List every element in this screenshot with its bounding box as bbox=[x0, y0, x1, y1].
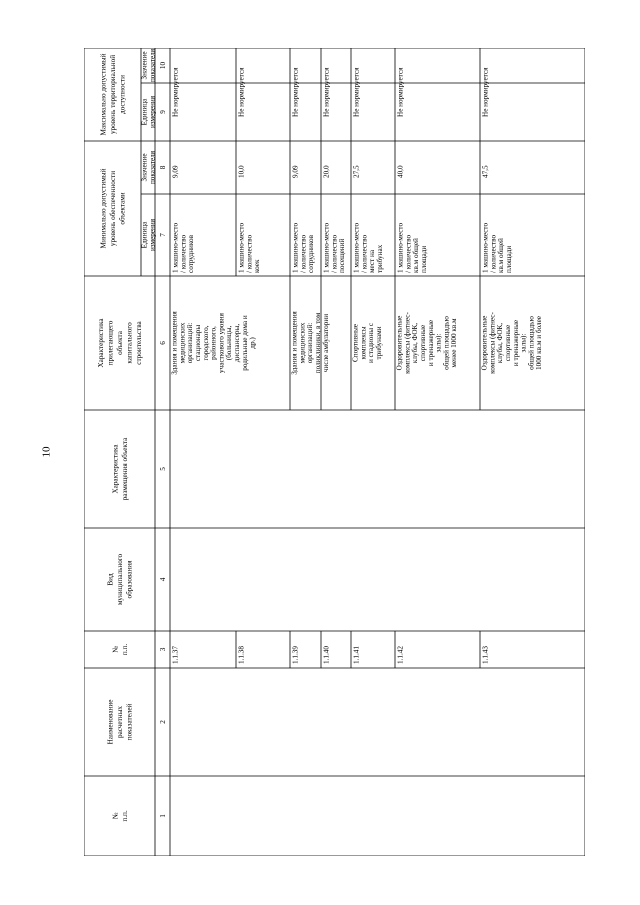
header-col6-line: капитального bbox=[125, 322, 134, 364]
row-unit-line: / количество bbox=[299, 234, 308, 273]
row-object bbox=[291, 311, 330, 375]
header-col9-line: измерения bbox=[148, 95, 157, 129]
row-object-line: (больницы, bbox=[225, 325, 234, 361]
header-col6-line: строительства bbox=[135, 321, 144, 365]
row-object-line: медицинских bbox=[178, 322, 187, 364]
column-number-7 bbox=[159, 233, 167, 237]
header-col7 bbox=[141, 218, 157, 251]
row-object-line: родильные дома и bbox=[240, 315, 249, 371]
row-value bbox=[323, 165, 331, 178]
row-number bbox=[292, 646, 300, 664]
row-object-line: спортивные bbox=[504, 324, 512, 362]
header-col6-line: Характеристика bbox=[97, 318, 106, 368]
header-col1-line: № bbox=[111, 812, 120, 820]
row-number-line: 1.1.41 bbox=[352, 646, 361, 664]
row-object-line: залы): bbox=[434, 333, 443, 353]
row-unit-line: 1 машино-место bbox=[291, 222, 300, 273]
row-object-line: общей площадью bbox=[527, 316, 536, 370]
column-number-8 bbox=[159, 165, 167, 169]
row-unit-line: / количество bbox=[245, 234, 254, 273]
row-object-line: 1000 кв.м и более bbox=[535, 316, 544, 370]
header-col4-line: образования bbox=[125, 560, 134, 599]
header-col2-line: показателей bbox=[125, 703, 134, 741]
row-object-line: медицинских bbox=[298, 322, 307, 364]
row-value-line: 9,09 bbox=[171, 165, 180, 178]
row-unit-line: трибунах bbox=[376, 244, 384, 273]
standards-table-svg bbox=[84, 48, 585, 856]
row-object-line: Оздоровительные bbox=[395, 315, 404, 371]
row-value-line: 27,5 bbox=[352, 165, 361, 178]
standards-table bbox=[84, 48, 585, 856]
row-object-line: и стадионы с bbox=[367, 322, 376, 364]
row-unit-line: / количество bbox=[330, 234, 339, 273]
row-number bbox=[353, 646, 361, 664]
header-col5 bbox=[111, 437, 129, 500]
row-object-line: общей площадью bbox=[442, 316, 451, 370]
row-object-line: числе амбулатории bbox=[321, 313, 330, 373]
row-unit bbox=[482, 223, 513, 273]
row-number-line: 1.1.37 bbox=[171, 646, 180, 664]
row-object-line: др.) bbox=[248, 337, 257, 349]
row-object bbox=[171, 311, 257, 375]
row-unit-line: 1 машино-место bbox=[481, 222, 490, 273]
row-access-line: Не нормируется bbox=[322, 67, 331, 117]
header-col9 bbox=[141, 95, 157, 128]
column-number-3 bbox=[159, 647, 167, 651]
row-access bbox=[292, 67, 300, 117]
row-unit-line: кв.м общей bbox=[497, 238, 506, 273]
row-object-line: организаций: bbox=[186, 322, 195, 364]
header-min-group-line: объектами bbox=[118, 192, 127, 225]
row-unit-line: / количество bbox=[404, 234, 413, 273]
row-value bbox=[353, 165, 361, 178]
row-object-line: клубы, ФОК, bbox=[496, 322, 505, 364]
column-number-1 bbox=[159, 814, 167, 818]
column-number-2-line: 2 bbox=[159, 720, 168, 724]
column-number-1-line: 1 bbox=[159, 814, 168, 818]
row-unit bbox=[323, 223, 347, 273]
header-col8-line: Значение bbox=[140, 153, 149, 182]
row-access bbox=[323, 67, 331, 117]
row-unit-line: 1 машино-место bbox=[171, 222, 180, 273]
row-object-line: диспансеры, bbox=[233, 323, 241, 363]
row-unit bbox=[292, 223, 316, 273]
row-object-line: залы): bbox=[519, 333, 528, 353]
row-unit-line: 1 машино-место bbox=[237, 222, 246, 273]
page-number-text: 10 bbox=[40, 446, 52, 458]
row-unit bbox=[238, 223, 262, 273]
header-col5-line: Характеристика bbox=[111, 444, 120, 494]
column-number-4 bbox=[159, 577, 167, 581]
header-col6-line: прилегающего bbox=[106, 320, 115, 366]
header-col2-line: Наименование bbox=[106, 699, 115, 745]
row-value-line: 9,09 bbox=[291, 165, 300, 178]
row-unit-line: 1 машино-место bbox=[322, 222, 331, 273]
header-col8 bbox=[141, 150, 157, 184]
row-access-line: Не нормируется bbox=[352, 67, 361, 117]
header-col1 bbox=[111, 810, 129, 821]
column-number-5 bbox=[159, 467, 167, 471]
header-col9-line: Единица bbox=[140, 98, 149, 126]
row-value bbox=[292, 165, 300, 178]
header-max-group-line: уровень территориальной bbox=[109, 54, 118, 135]
row-object-line: Оздоровительные bbox=[480, 315, 489, 371]
row-number bbox=[323, 646, 331, 664]
row-access-line: Не нормируется bbox=[396, 67, 405, 117]
header-col6-line: объекта bbox=[116, 331, 125, 355]
row-unit bbox=[397, 223, 428, 273]
page-number bbox=[40, 442, 52, 462]
row-value bbox=[238, 165, 246, 178]
header-min-group-line: уровень обеспеченности bbox=[109, 170, 118, 247]
row-object-line: городского, bbox=[201, 325, 210, 361]
row-object-line: комплексы (фитнес- bbox=[403, 312, 412, 374]
row-object-line: и тренажерные bbox=[511, 319, 520, 367]
row-unit-line: сотрудников bbox=[187, 234, 196, 273]
row-unit-line: посещений bbox=[338, 238, 347, 273]
column-number-2 bbox=[159, 720, 167, 724]
row-object-line: спортивные bbox=[419, 324, 427, 362]
column-number-5-line: 5 bbox=[159, 467, 168, 471]
row-unit-line: / количество bbox=[179, 234, 188, 273]
column-number-9 bbox=[159, 110, 167, 114]
row-object-line: комплексы bbox=[359, 326, 368, 360]
column-number-6-line: 6 bbox=[159, 341, 168, 345]
row-access bbox=[482, 67, 490, 117]
row-object-line: Спортивные bbox=[351, 324, 360, 362]
row-object-line: клубы, ФОК, bbox=[411, 322, 420, 364]
row-unit-line: мест на bbox=[368, 249, 377, 273]
row-object-line: Здания и помещения bbox=[290, 311, 299, 375]
column-number-8-line: 8 bbox=[159, 165, 168, 170]
row-object-line: и тренажерные bbox=[426, 319, 435, 367]
row-object-line: менее 1000 кв.м bbox=[450, 318, 459, 368]
header-min-group bbox=[100, 168, 127, 248]
row-unit-line: / количество bbox=[360, 234, 369, 273]
header-col7-line: измерения bbox=[148, 218, 157, 252]
row-object-line: комплексы (фитнес- bbox=[488, 312, 497, 374]
header-col8-line: показателя bbox=[148, 150, 157, 185]
row-object bbox=[396, 312, 459, 374]
row-access bbox=[172, 67, 180, 117]
header-max-group bbox=[100, 53, 127, 135]
row-object-line: организаций: bbox=[306, 322, 315, 364]
row-value-line: 47,5 bbox=[481, 165, 490, 178]
column-number-9-line: 9 bbox=[159, 110, 168, 114]
row-number-line: 1.1.42 bbox=[396, 646, 405, 664]
row-value-line: 10,0 bbox=[237, 165, 246, 178]
row-object bbox=[352, 323, 383, 363]
row-unit bbox=[172, 223, 196, 273]
header-col7-line: Единица bbox=[140, 221, 149, 249]
row-access bbox=[397, 67, 405, 117]
row-value bbox=[482, 165, 490, 178]
row-access-line: Не нормируется bbox=[171, 67, 180, 117]
header-col10-line: Значение bbox=[140, 51, 149, 80]
column-number-4-line: 4 bbox=[159, 577, 168, 582]
header-col3 bbox=[111, 644, 129, 655]
row-unit-line: кв.м общей bbox=[412, 238, 421, 273]
header-col2-line: расчетных bbox=[116, 705, 125, 739]
header-col5-line: размещения объекта bbox=[120, 437, 129, 501]
header-col10 bbox=[141, 48, 157, 82]
row-value bbox=[397, 165, 405, 178]
row-unit-line: площади bbox=[420, 245, 428, 273]
row-number-line: 1.1.39 bbox=[291, 646, 300, 664]
column-number-3-line: 3 bbox=[159, 647, 168, 652]
header-col4-line: Вид bbox=[106, 573, 115, 586]
row-access-line: Не нормируется bbox=[237, 67, 246, 117]
column-number-7-line: 7 bbox=[159, 233, 168, 237]
row-number-line: 1.1.38 bbox=[237, 646, 246, 664]
row-number bbox=[238, 646, 246, 664]
header-col4 bbox=[107, 553, 134, 605]
row-unit-line: 1 машино-место bbox=[396, 222, 405, 273]
header-col3-line: № bbox=[111, 646, 120, 653]
row-number-line: 1.1.43 bbox=[481, 646, 490, 664]
row-number-line: 1.1.40 bbox=[322, 646, 331, 664]
column-number-6 bbox=[159, 341, 167, 345]
row-number bbox=[397, 646, 405, 664]
column-number-10 bbox=[159, 62, 167, 70]
row-unit-line: сотрудников bbox=[307, 234, 316, 273]
row-value-line: 20,0 bbox=[322, 165, 331, 178]
column-number-10-line: 10 bbox=[159, 61, 168, 70]
row-object-line: Здания и помещения bbox=[170, 311, 179, 375]
header-col10-line: показателя bbox=[148, 48, 157, 83]
row-access-line: Не нормируется bbox=[291, 67, 300, 117]
row-access bbox=[353, 67, 361, 117]
row-object-line: трибунами bbox=[375, 326, 383, 360]
row-unit-line: площади bbox=[505, 245, 513, 273]
row-value bbox=[172, 165, 180, 178]
header-col6 bbox=[97, 318, 143, 368]
row-unit-line: 1 машино-место bbox=[352, 222, 361, 273]
header-col3-line: п.п. bbox=[120, 643, 129, 656]
row-object bbox=[481, 312, 544, 374]
row-object-line: участкового уровня bbox=[217, 313, 226, 373]
header-col2 bbox=[107, 700, 134, 745]
row-unit-line: / количество bbox=[489, 234, 498, 273]
header-col4-line: муниципального bbox=[116, 553, 125, 606]
header-max-group-line: Максимально допустимый bbox=[99, 53, 108, 136]
row-unit-line: коек bbox=[253, 259, 262, 273]
row-number bbox=[482, 646, 490, 664]
row-value-line: 40,0 bbox=[396, 165, 405, 178]
header-min-group-line: Минимально допустимый bbox=[99, 168, 108, 249]
row-number bbox=[172, 646, 180, 664]
header-max-group-line: доступности bbox=[118, 75, 127, 114]
header-col1-line: п.п. bbox=[120, 810, 129, 822]
row-access bbox=[238, 67, 246, 117]
row-object-line: поликлиники, в том bbox=[314, 312, 322, 374]
row-object-line: районного, bbox=[209, 326, 218, 360]
row-unit bbox=[353, 223, 384, 273]
row-access-line: Не нормируется bbox=[481, 67, 490, 117]
row-object-line: стационары bbox=[194, 324, 202, 362]
